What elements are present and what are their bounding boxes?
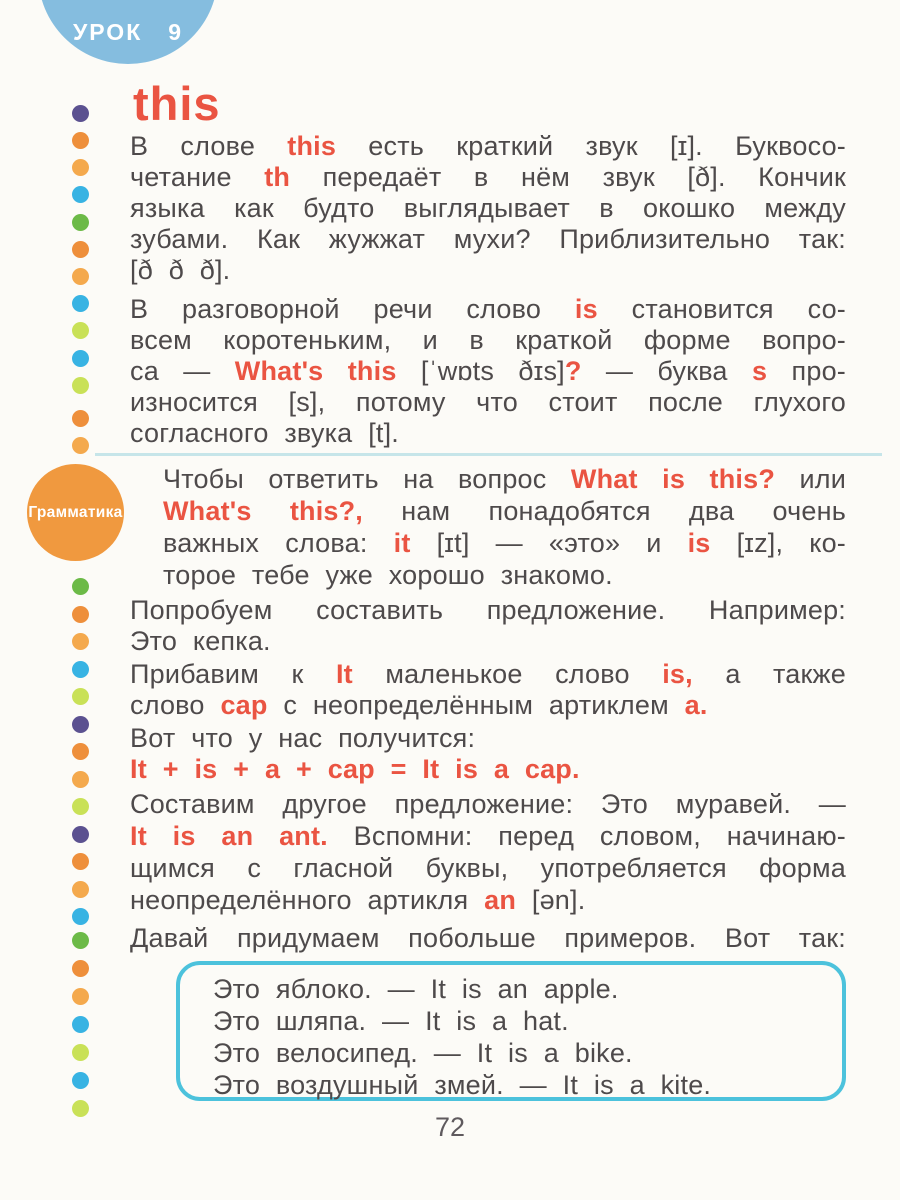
decorative-dot — [72, 1016, 89, 1033]
decorative-dot — [72, 268, 89, 285]
body-text: Вспомни: перед словом, начинаю- — [327, 821, 846, 851]
body-text: всем коротеньким, и в краткой форме вопро- — [130, 325, 846, 355]
lesson-badge-number: 9 — [168, 19, 184, 45]
body-text: [ən]. — [516, 885, 586, 915]
body-text: Попробуем составить предложение. Например: — [130, 595, 846, 625]
body-text: есть краткий звук [ɪ]. Буквосо- — [336, 131, 846, 161]
text-line — [130, 193, 846, 224]
body-text: Это яблоко. — It is an apple. — [213, 974, 619, 1004]
body-text: передаёт в нём звук [ð]. Кончик — [290, 162, 846, 192]
grammar-badge-label: Грамматика — [28, 503, 123, 521]
body-text: важных слова: — [163, 528, 394, 558]
decorative-dot — [72, 606, 89, 623]
accent-text: What's this — [234, 356, 397, 386]
body-text: согласного звука [t]. — [130, 418, 400, 448]
decorative-dot — [72, 132, 89, 149]
body-text: Это воздушный змей. — It is a kite. — [213, 1070, 712, 1100]
body-text: [ɪt] — «это» и — [410, 528, 688, 558]
text-line — [130, 723, 846, 754]
paragraph-add-it-is — [130, 659, 846, 721]
text-line — [130, 820, 846, 852]
lesson-badge — [38, 0, 218, 64]
text-line — [213, 973, 822, 1005]
text-line — [130, 387, 846, 418]
text-line — [130, 595, 846, 626]
section-divider-rule — [95, 453, 882, 456]
accent-text: this — [287, 131, 337, 161]
decorative-dot — [72, 1044, 89, 1061]
decorative-dot — [72, 295, 89, 312]
body-text: [ɪz], ко- — [710, 528, 846, 558]
decorative-dot — [72, 186, 89, 203]
accent-text: th — [264, 162, 291, 192]
text-line — [213, 1069, 822, 1101]
body-text: Давай придумаем побольше примеров. Вот так: — [130, 923, 846, 953]
body-text: В слове — [130, 131, 288, 161]
text-line — [130, 131, 846, 162]
body-text: слово — [130, 690, 221, 720]
decorative-dot — [72, 214, 89, 231]
body-text: Вот что у нас получится: — [130, 723, 476, 753]
decorative-dot — [72, 322, 89, 339]
body-text: торое тебе уже хорошо знакомо. — [163, 560, 613, 590]
body-text: са — — [130, 356, 235, 386]
grammar-badge — [27, 464, 124, 561]
paragraph-grammar — [163, 463, 846, 591]
body-text: Чтобы ответить на вопрос — [163, 464, 571, 494]
text-line — [130, 788, 846, 820]
paragraph-formula — [130, 723, 846, 785]
body-text: [ˈwɒts ðɪs] — [396, 356, 565, 386]
decorative-dot — [72, 932, 89, 949]
decorative-dot — [72, 688, 89, 705]
decorative-dot — [72, 377, 89, 394]
body-text: Это шляпа. — It is a hat. — [213, 1006, 569, 1036]
accent-text: an — [484, 885, 517, 915]
examples-box — [176, 961, 846, 1101]
body-text: становится со- — [597, 294, 846, 324]
text-line — [130, 224, 846, 255]
accent-text: It is an ant. — [130, 821, 328, 851]
decorative-dot — [72, 410, 89, 427]
page-number: 72 — [434, 1112, 466, 1142]
text-line — [130, 884, 846, 916]
decorative-dot — [72, 578, 89, 595]
body-text: маленькое слово — [352, 659, 663, 689]
body-text: Это велосипед. — It is a bike. — [213, 1038, 633, 1068]
body-text: [ð ð ð]. — [130, 255, 231, 285]
accent-text: is — [574, 294, 598, 324]
text-line — [163, 495, 846, 527]
decorative-dot — [72, 105, 89, 122]
accent-text: is, — [662, 659, 693, 689]
body-text: — буква — [581, 356, 752, 386]
paragraph-phonics-this — [130, 131, 846, 286]
body-text: про- — [767, 356, 846, 386]
body-text: щимся с гласной буквы, употребляется форма — [130, 853, 846, 883]
text-line — [130, 754, 846, 785]
text-line — [130, 852, 846, 884]
paragraph-more-examples-intro — [130, 923, 846, 954]
body-text: износится [s], потому что стоит после глухого — [130, 387, 846, 417]
accent-text: What is this? — [570, 464, 776, 494]
paragraph-sentence-example — [130, 595, 846, 657]
decorative-dot — [72, 908, 89, 925]
body-text: Составим другое предложение: Это муравей. — — [130, 789, 846, 819]
decorative-dot — [72, 826, 89, 843]
decorative-dot — [72, 350, 89, 367]
body-text: зубами. Как жужжат мухи? Приблизительно так: — [130, 224, 846, 254]
body-text: или — [775, 464, 846, 494]
accent-text: It + is + a + cap = It is a cap. — [130, 754, 580, 784]
accent-text: a. — [684, 690, 708, 720]
accent-text: it — [393, 528, 411, 558]
body-text: Прибавим к — [130, 659, 336, 689]
decorative-dot — [72, 437, 89, 454]
paragraph-an-article — [130, 788, 846, 916]
body-text: нам понадобятся два очень — [363, 496, 846, 526]
decorative-dot — [72, 159, 89, 176]
lesson-badge-label: УРОК — [72, 19, 143, 45]
decorative-dot — [72, 853, 89, 870]
text-line — [213, 1005, 822, 1037]
accent-text: is — [687, 528, 711, 558]
text-line — [163, 527, 846, 559]
text-line — [130, 356, 846, 387]
text-line — [130, 255, 846, 286]
accent-text: It — [335, 659, 353, 689]
decorative-dot — [72, 241, 89, 258]
decorative-dot — [72, 633, 89, 650]
accent-text: ? — [564, 356, 582, 386]
decorative-dot — [72, 960, 89, 977]
decorative-dot — [72, 661, 89, 678]
text-line — [213, 1037, 822, 1069]
text-line — [130, 626, 846, 657]
accent-text: s — [751, 356, 768, 386]
body-text: Это кепка. — [130, 626, 271, 656]
text-line — [163, 559, 846, 591]
body-text: а также — [692, 659, 846, 689]
decorative-dot — [72, 743, 89, 760]
text-line — [130, 659, 846, 690]
body-text: четание — [130, 162, 265, 192]
decorative-dot — [72, 798, 89, 815]
text-line — [130, 162, 846, 193]
text-line — [163, 463, 846, 495]
decorative-dot — [72, 1072, 89, 1089]
text-line — [130, 690, 846, 721]
text-line — [130, 923, 846, 954]
accent-text: cap — [220, 690, 268, 720]
body-text: языка как будто выглядывает в окошко между — [130, 193, 846, 223]
accent-text: What's this?, — [163, 496, 364, 526]
decorative-dot — [72, 881, 89, 898]
decorative-dot — [72, 716, 89, 733]
text-line — [130, 325, 846, 356]
decorative-dot — [72, 988, 89, 1005]
decorative-dot — [72, 771, 89, 788]
body-text: В разговорной речи слово — [130, 294, 575, 324]
paragraph-whats-this — [130, 294, 846, 449]
text-line — [130, 418, 846, 449]
body-text: неопределённого артикля — [130, 885, 485, 915]
body-text: с неопределённым артиклем — [267, 690, 685, 720]
page-title: this — [133, 77, 221, 130]
text-line — [130, 294, 846, 325]
